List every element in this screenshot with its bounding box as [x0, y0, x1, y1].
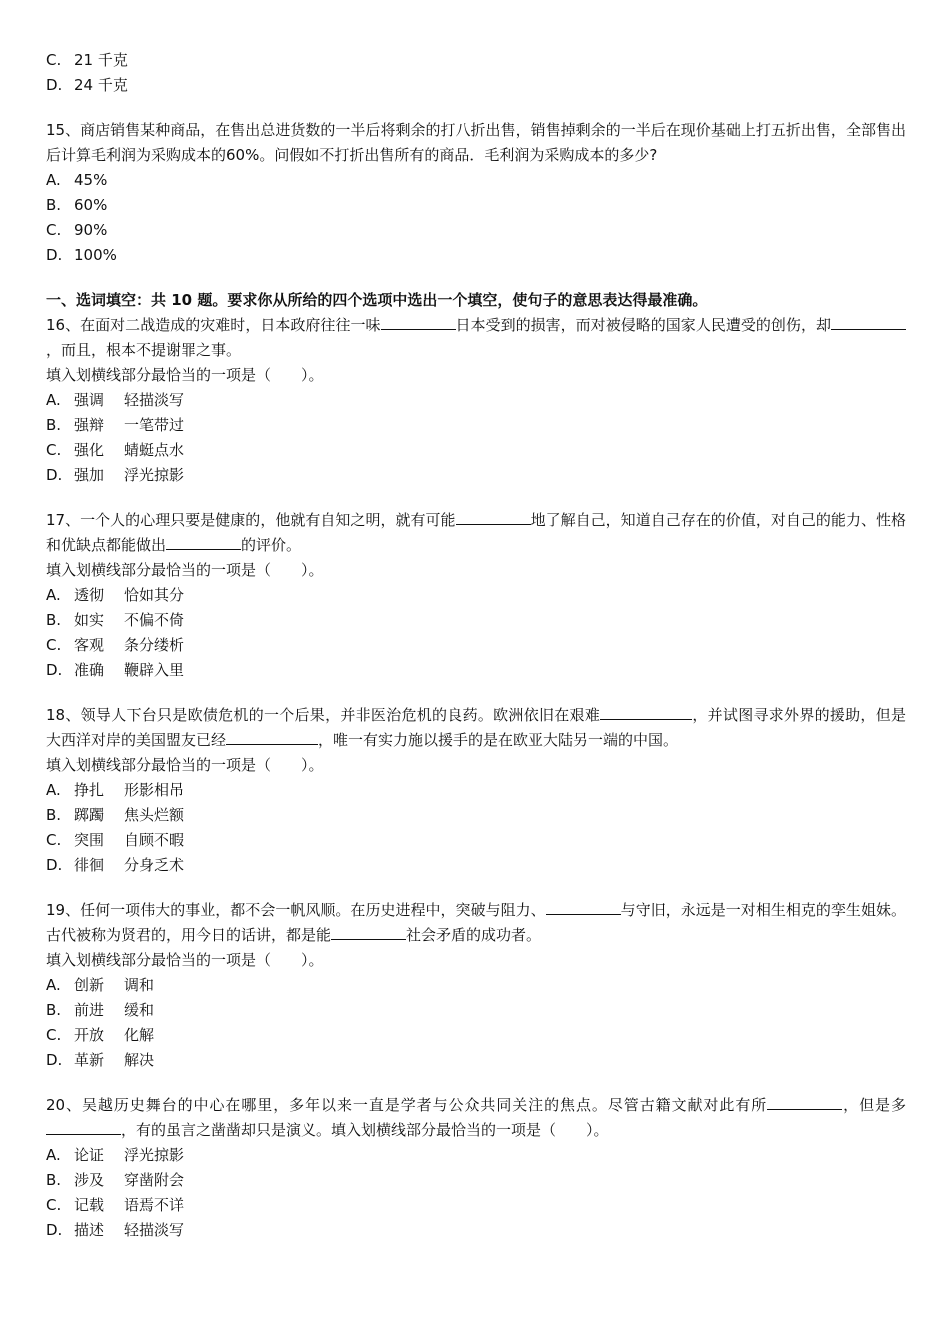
option-b: [46, 413, 906, 438]
option-letter: C.: [46, 636, 62, 654]
option-a: [46, 1143, 906, 1168]
stem-text: ，唯一有实力施以援手的是在欧亚大陆另一端的中国。: [318, 731, 679, 749]
option-a: [46, 388, 906, 413]
option-word-1: 强辩: [74, 416, 105, 434]
option-word-1: 徘徊: [74, 856, 105, 874]
option-c: [46, 438, 906, 463]
option-letter: D.: [46, 1051, 63, 1069]
option-c: [46, 48, 906, 73]
question-18-stem: [46, 703, 906, 753]
stem-text: 20、吴越历史舞台的中心在哪里，多年以来一直是学者与公众共同关注的焦点。尽管古籍文献对此有所: [46, 1096, 768, 1114]
option-d: [46, 1048, 906, 1073]
option-letter: A.: [46, 781, 61, 799]
option-text: 21 千克: [74, 51, 128, 69]
option-letter: C.: [46, 1026, 62, 1044]
question-prompt: 填入划横线部分最恰当的一项是（ ）。: [46, 756, 324, 774]
option-word-1: 强调: [74, 391, 105, 409]
stem-text: 日本受到的损害，而对被侵略的国家人民遭受的创伤，却: [455, 316, 831, 334]
stem-text: ，并试图寻求外界的援助，但是大西洋对岸的美国盟友已经: [46, 706, 906, 749]
option-letter: D.: [46, 466, 63, 484]
stem-text: 社会矛盾的成功者。: [406, 926, 542, 944]
option-word-2: 鞭辟入里: [124, 661, 185, 679]
option-word-2: 一笔带过: [124, 416, 185, 434]
option-word-2: 轻描淡写: [124, 391, 185, 409]
option-letter: C.: [46, 831, 62, 849]
option-letter: A.: [46, 171, 61, 189]
option-word-2: 调和: [124, 976, 155, 994]
option-text: 100%: [74, 246, 117, 264]
option-word-2: 轻描淡写: [124, 1221, 185, 1239]
option-b: [46, 608, 906, 633]
question-20-stem: [46, 1093, 906, 1143]
option-word-1: 描述: [74, 1221, 105, 1239]
option-b: [46, 998, 906, 1023]
option-word-2: 缓和: [124, 1001, 155, 1019]
stem-text: ，但是多: [842, 1096, 906, 1114]
option-word-1: 客观: [74, 636, 105, 654]
option-word-1: 涉及: [74, 1171, 105, 1189]
option-word-2: 穿凿附会: [124, 1171, 185, 1189]
section-heading: 一、选词填空：共 10 题。要求你从所给的四个选项中选出一个填空，使句子的意思表达得最准确。: [46, 291, 708, 309]
option-word-1: 如实: [74, 611, 105, 629]
option-letter: C.: [46, 441, 62, 459]
question-15-stem: 15、商店销售某种商品，在售出总进货数的一半后将剩余的打八折出售，销售掉剩余的一半后在现价基础上打五折出售，全部售出后计算毛利润为采购成本的60%。问假如不打折出售所有的商品．毛利润为采购成本的多少?: [46, 121, 906, 164]
option-c: [46, 828, 906, 853]
fill-blank: [767, 1095, 842, 1110]
option-letter: B.: [46, 1171, 62, 1189]
option-letter: D.: [46, 661, 63, 679]
option-word-2: 解决: [124, 1051, 155, 1069]
option-c: [46, 1193, 906, 1218]
option-letter: D.: [46, 76, 63, 94]
fill-blank: [546, 900, 621, 915]
fill-blank: [226, 730, 318, 745]
stem-text: 与守旧，永远是一对相生相克的孪生姐妹。古代被称为贤君的，用今日的话讲，都是能: [46, 901, 906, 944]
option-word-2: 浮光掠影: [124, 1146, 185, 1164]
fill-blank: [166, 535, 241, 550]
option-letter: A.: [46, 976, 61, 994]
option-word-2: 分身乏术: [124, 856, 185, 874]
option-c: [46, 218, 906, 243]
option-text: 90%: [74, 221, 108, 239]
option-a: [46, 778, 906, 803]
option-word-1: 前进: [74, 1001, 105, 1019]
question-prompt: 填入划横线部分最恰当的一项是（ ）。: [46, 366, 324, 384]
option-letter: D.: [46, 856, 63, 874]
option-letter: A.: [46, 1146, 61, 1164]
option-word-2: 化解: [124, 1026, 155, 1044]
option-word-1: 记载: [74, 1196, 105, 1214]
option-letter: C.: [46, 221, 62, 239]
option-word-2: 形影相吊: [124, 781, 185, 799]
option-letter: D.: [46, 1221, 63, 1239]
stem-text: 18、领导人下台只是欧债危机的一个后果，并非医治危机的良药。欧洲依旧在艰难: [46, 706, 601, 724]
option-word-1: 突围: [74, 831, 105, 849]
stem-text: ，有的虽言之凿凿却只是演义。填入划横线部分最恰当的一项是（ ）。: [121, 1121, 609, 1139]
option-d: [46, 73, 906, 98]
stem-text: ，而且，根本不提谢罪之事。: [46, 341, 242, 359]
fill-blank: [381, 315, 456, 330]
option-word-1: 论证: [74, 1146, 105, 1164]
question-19-stem: [46, 898, 906, 948]
option-letter: B.: [46, 611, 62, 629]
fill-blank: [46, 1120, 121, 1135]
option-a: [46, 973, 906, 998]
option-b: [46, 1168, 906, 1193]
option-word-2: 条分缕析: [124, 636, 185, 654]
option-letter: D.: [46, 246, 63, 264]
option-text: 24 千克: [74, 76, 128, 94]
option-letter: C.: [46, 1196, 62, 1214]
option-letter: B.: [46, 806, 62, 824]
option-word-2: 蜻蜓点水: [124, 441, 185, 459]
option-letter: C.: [46, 51, 62, 69]
fill-blank: [331, 925, 406, 940]
option-word-2: 不偏不倚: [124, 611, 185, 629]
option-letter: B.: [46, 416, 62, 434]
stem-text: 地了解自己，知道自己存在的价值，对自己的能力、性格和优缺点都能做出: [46, 511, 906, 554]
question-prompt: 填入划横线部分最恰当的一项是（ ）。: [46, 951, 324, 969]
option-a: [46, 583, 906, 608]
option-word-1: 革新: [74, 1051, 105, 1069]
option-word-1: 透彻: [74, 586, 105, 604]
option-word-2: 焦头烂额: [124, 806, 185, 824]
option-b: [46, 193, 906, 218]
option-word-1: 创新: [74, 976, 105, 994]
option-c: [46, 633, 906, 658]
option-word-1: 开放: [74, 1026, 105, 1044]
stem-text: 17、一个人的心理只要是健康的，他就有自知之明，就有可能: [46, 511, 456, 529]
question-prompt: 填入划横线部分最恰当的一项是（ ）。: [46, 561, 324, 579]
option-word-2: 恰如其分: [124, 586, 185, 604]
option-word-1: 准确: [74, 661, 105, 679]
option-letter: B.: [46, 1001, 62, 1019]
stem-text: 的评价。: [241, 536, 302, 554]
option-word-2: 语焉不详: [124, 1196, 185, 1214]
fill-blank: [600, 705, 692, 720]
option-d: [46, 463, 906, 488]
option-a: [46, 168, 906, 193]
stem-text: 19、任何一项伟大的事业，都不会一帆风顺。在历史进程中，突破与阻力、: [46, 901, 546, 919]
option-text: 45%: [74, 171, 108, 189]
option-letter: A.: [46, 391, 61, 409]
option-letter: B.: [46, 196, 62, 214]
option-word-1: 强加: [74, 466, 105, 484]
option-word-1: 踯躅: [74, 806, 105, 824]
option-text: 60%: [74, 196, 108, 214]
question-17-stem: [46, 508, 906, 558]
fill-blank: [831, 315, 906, 330]
option-d: [46, 853, 906, 878]
option-c: [46, 1023, 906, 1048]
question-16-stem: [46, 313, 906, 363]
fill-blank: [456, 510, 531, 525]
option-word-2: 自顾不暇: [124, 831, 185, 849]
option-word-2: 浮光掠影: [124, 466, 185, 484]
option-word-1: 强化: [74, 441, 105, 459]
option-letter: A.: [46, 586, 61, 604]
option-d: [46, 243, 906, 268]
option-b: [46, 803, 906, 828]
option-word-1: 挣扎: [74, 781, 105, 799]
option-d: [46, 1218, 906, 1243]
option-d: [46, 658, 906, 683]
document-page: [46, 48, 906, 1243]
stem-text: 16、在面对二战造成的灾难时，日本政府往往一味: [46, 316, 381, 334]
